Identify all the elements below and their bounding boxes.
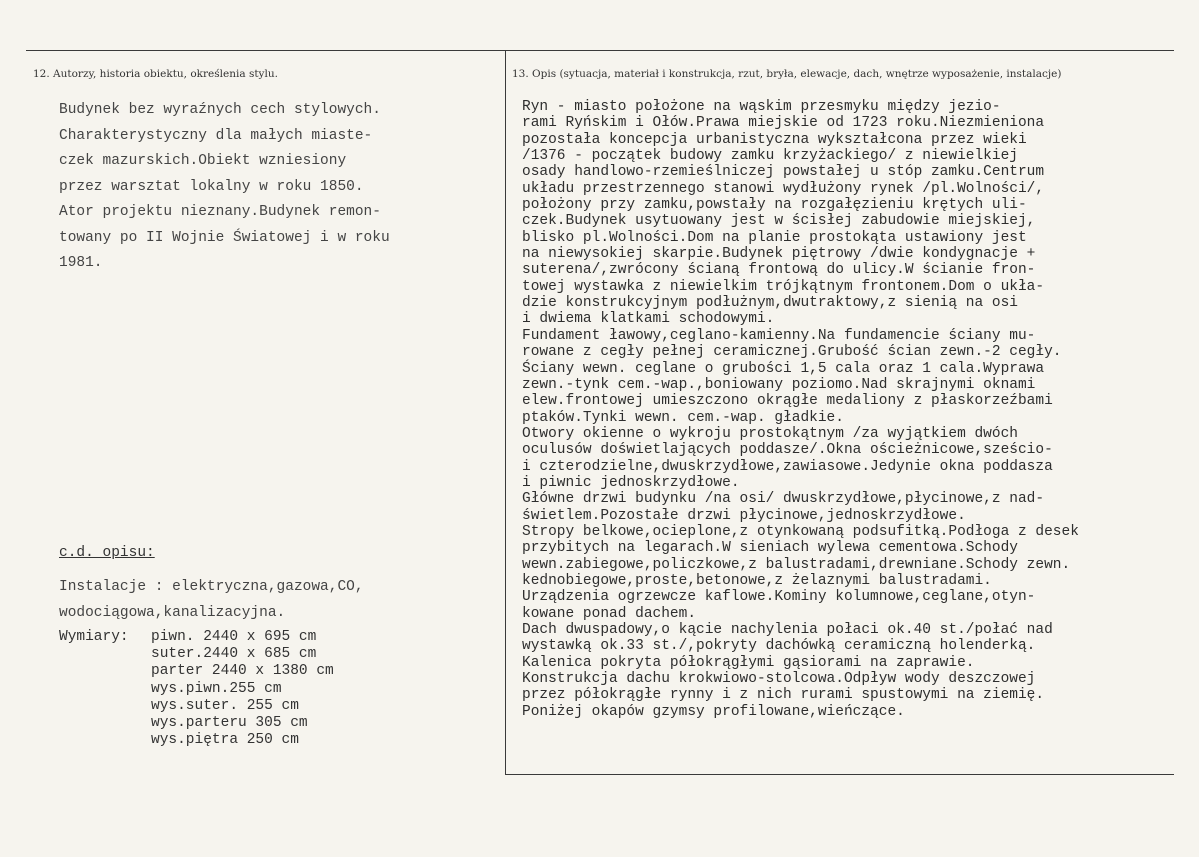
- text-line: Główne drzwi budynku /na osi/ dwuskrzydłowe,płycinowe,z nad-: [522, 491, 1045, 508]
- text-line: Konstrukcja dachu krokwiowo-stolcowa.Odpływ wody deszczowej: [522, 671, 1036, 688]
- text-line: wystawką ok.33 st./,pokryty dachówką ceramiczną holenderką.: [522, 638, 1036, 655]
- text-line: Poniżej okapów gzymsy profilowane,wieńczące.: [522, 703, 905, 720]
- dimension-row: [59, 698, 334, 715]
- text-line: dzie konstrukcyjnym podłużnym,dwutraktowy,z sienią na osi: [522, 295, 1018, 312]
- text-line: osady handlowo-rzemieślniczej powstałej u stóp zamku.Centrum: [522, 164, 1045, 181]
- dimension-value: suter.2440 x 685 cm: [151, 646, 317, 663]
- text-line: pozostała koncepcja urbanistyczna wykształcona przez wieki: [522, 131, 1027, 148]
- text-line: oculusów doświetlających poddasze/.Okna ościeżnicowe,sześcio-: [522, 442, 1053, 459]
- text-line: kowane ponad dachem.: [522, 605, 697, 622]
- dimensions-label: Wymiary:: [59, 629, 129, 645]
- text-line: położony przy zamku,powstały na rozgałęzieniu krętych uli-: [522, 197, 1027, 214]
- text-line: /1376 - początek budowy zamku krzyżackiego/ z niewielkiej: [522, 148, 1018, 165]
- dimension-row: [59, 715, 334, 732]
- text-line: Instalacje : elektryczna,gazowa,CO,: [59, 579, 364, 595]
- text-line: suterena/,zwrócony ścianą frontową do ulicy.W ścianie fron-: [522, 262, 1036, 279]
- dimension-row: [59, 629, 334, 646]
- section-12-text: [59, 98, 479, 277]
- text-line: towej wystawka z niewielkim trójkątnym frontonem.Dom o ukła-: [522, 278, 1045, 295]
- text-line: Dach dwuspadowy,o kącie nachylenia połaci ok.40 st./połać nad: [522, 622, 1053, 638]
- text-line: układu przestrzennego stanowi wydłużony rynek /pl.Wolności/,: [522, 180, 1045, 197]
- dimension-value: wys.piwn.255 cm: [151, 680, 282, 697]
- dimension-row: [59, 646, 334, 663]
- section-13-text: [522, 99, 1172, 720]
- text-line: Ator projektu nieznany.Budynek remon-: [59, 204, 381, 220]
- text-line: czek.Budynek usytuowany jest w ścisłej zabudowie miejskiej,: [522, 213, 1036, 230]
- dimension-row: [59, 663, 334, 680]
- text-line: zewn.-tynk cem.-wap.,boniowany poziomo.Nad skrajnymi oknami: [522, 376, 1036, 393]
- text-line: przybitych na legarach.W sieniach wylewa cementowa.Schody: [522, 540, 1018, 557]
- text-line: Stropy belkowe,ocieplone,z otynkowaną podsufitką.Podłoga z desek: [522, 523, 1079, 540]
- text-line: wodociągowa,kanalizacyjna.: [59, 604, 286, 621]
- text-line: przez półokrągłe rynny i z nich rurami spustowymi na ziemię.: [522, 687, 1045, 704]
- text-line: towany po II Wojnie Światowej i w roku: [59, 229, 390, 246]
- text-line: kednobiegowe,proste,betonowe,z żelaznymi balustradami.: [522, 572, 992, 589]
- text-line: wewn.zabiegowe,policzkowe,z balustradami,drewniane.Schody zewn.: [522, 556, 1071, 573]
- dimension-row: [59, 732, 334, 749]
- text-line: ptaków.Tynki wewn. cem.-wap. gładkie.: [522, 409, 844, 426]
- text-line: Urządzenia ogrzewcze kaflowe.Kominy kolumnowe,ceglane,otyn-: [522, 589, 1036, 606]
- text-line: rami Ryńskim i Ołów.Prawa miejskie od 1723 roku.Niezmieniona: [522, 115, 1045, 132]
- text-line: blisko pl.Wolności.Dom na planie prostokąta ustawiony jest: [522, 229, 1027, 246]
- continuation-title: c.d. opisu:: [59, 545, 155, 561]
- text-line: i dwiema klatkami schodowymi.: [522, 311, 775, 328]
- text-line: na niewysokiej skarpie.Budynek piętrowy /dwie kondygnacje +: [522, 246, 1036, 263]
- dimension-value: parter 2440 x 1380 cm: [151, 663, 334, 680]
- dimensions-list: [59, 629, 334, 749]
- dimension-value: piwn. 2440 x 695 cm: [151, 629, 317, 645]
- bottom-rule: [505, 774, 1174, 775]
- dimension-row: [59, 681, 334, 698]
- text-line: Kalenica pokryta półokrągłymi gąsiorami na zaprawie.: [522, 654, 975, 671]
- text-line: Ryn - miasto położone na wąskim przesmyku między jezio-: [522, 99, 1001, 115]
- text-line: Otwory okienne o wykroju prostokątnym /za wyjątkiem dwóch: [522, 425, 1018, 442]
- text-line: świetlem.Pozostałe drzwi płycinowe,jednoskrzydłowe.: [522, 507, 966, 524]
- text-line: Budynek bez wyraźnych cech stylowych.: [59, 102, 381, 118]
- column-divider: [505, 50, 506, 774]
- section-12-header: 12. Autorzy, historia obiektu, określenia stylu.: [33, 68, 278, 80]
- text-line: Ściany wewn. ceglane o grubości 1,5 cala oraz 1 cala.Wyprawa: [522, 360, 1045, 377]
- dimension-value: wys.parteru 305 cm: [151, 715, 308, 732]
- text-line: rowane z cegły pełnej ceramicznej.Grubość ścian zewn.-2 cegły.: [522, 344, 1062, 361]
- top-rule: [26, 50, 1174, 51]
- text-line: Fundament ławowy,ceglano-kamienny.Na fundamencie ściany mu-: [522, 327, 1036, 344]
- dimension-value: wys.piętra 250 cm: [151, 732, 299, 749]
- text-line: i czterodzielne,dwuskrzydłowe,zawiasowe.Jedynie okna poddasza: [522, 458, 1053, 475]
- section-13-header: 13. Opis (sytuacja, materiał i konstrukcja, rzut, bryła, elewacje, dach, wnętrze wyposażenie, instalacje): [512, 68, 1062, 80]
- text-line: przez warsztat lokalny w roku 1850.: [59, 178, 364, 195]
- text-line: 1981.: [59, 255, 103, 271]
- text-line: Charakterystyczny dla małych miaste-: [59, 127, 373, 144]
- installations-text: [59, 575, 364, 626]
- text-line: czek mazurskich.Obiekt wzniesiony: [59, 153, 347, 169]
- text-line: i piwnic jednoskrzydłowe.: [522, 474, 740, 491]
- dimension-value: wys.suter. 255 cm: [151, 697, 299, 714]
- text-line: elew.frontowej umieszczono okrągłe medaliony z płaskorzeźbami: [522, 393, 1053, 410]
